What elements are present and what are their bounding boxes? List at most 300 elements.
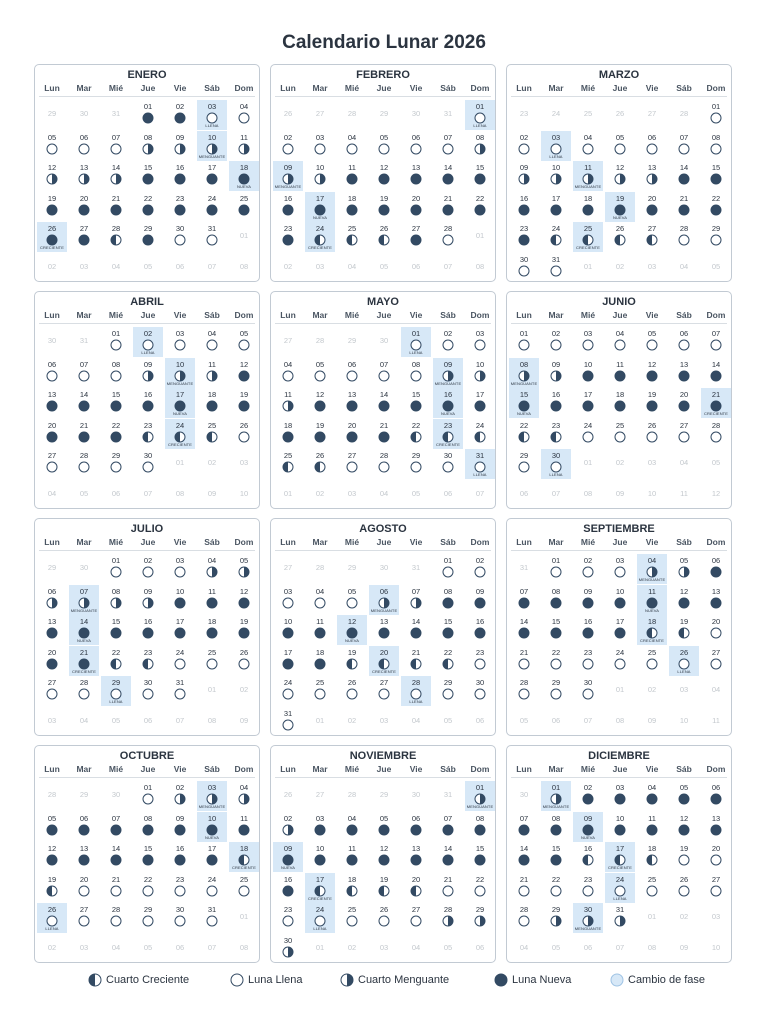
day-number: 01 <box>711 102 721 111</box>
day-number: 15 <box>143 844 153 853</box>
legend <box>0 972 768 990</box>
moon-waning-icon <box>442 369 454 381</box>
moon-new-icon <box>378 203 390 215</box>
moon-waning-icon <box>282 172 294 184</box>
moon-full-icon <box>174 338 186 350</box>
moon-waxing-icon <box>238 853 250 865</box>
day-cell <box>701 161 731 191</box>
weekday-label: Vie <box>645 537 659 547</box>
day-cell <box>701 222 731 252</box>
day-cell-outside <box>669 934 699 964</box>
moon-full-icon <box>646 142 658 154</box>
day-cell-outside <box>101 707 131 737</box>
moon-waning-icon <box>474 142 486 154</box>
moon-new-icon <box>442 399 454 411</box>
moon-new-icon <box>174 203 186 215</box>
day-number: 05 <box>647 329 657 338</box>
moon-new-icon <box>142 853 154 865</box>
day-cell <box>465 131 495 161</box>
weekday-label: Dom <box>470 83 490 93</box>
day-cell-outside <box>701 449 731 479</box>
day-cell <box>133 646 163 676</box>
moon-full-icon <box>110 565 122 577</box>
day-cell <box>541 192 571 222</box>
moon-full-icon <box>710 111 722 123</box>
day-cell <box>229 161 259 191</box>
day-number: 17 <box>551 193 561 203</box>
moon-new-icon <box>678 172 690 184</box>
phase-label: MENGUANTE <box>638 577 666 582</box>
day-cell <box>509 161 539 191</box>
moon-full-icon <box>410 369 422 381</box>
weekday-label: Vie <box>173 83 187 93</box>
weekday-label: Dom <box>234 83 254 93</box>
day-cell <box>337 222 367 252</box>
day-cell <box>465 873 495 903</box>
day-cell <box>701 554 731 584</box>
day-number: 09 <box>175 132 185 142</box>
moon-new-icon <box>46 823 58 835</box>
day-number: 24 <box>551 224 561 233</box>
header-divider <box>511 96 727 97</box>
day-cell-outside <box>101 480 131 510</box>
moon-waxing-icon <box>646 233 658 245</box>
day-cell <box>541 131 571 161</box>
moon-full-icon <box>314 142 326 154</box>
weekday-label: Dom <box>234 764 254 774</box>
weekday-label: Jue <box>140 310 156 320</box>
day-number: 29 <box>379 790 389 799</box>
day-cell <box>573 222 603 252</box>
day-cell-outside <box>701 676 731 706</box>
day-number: 02 <box>175 102 185 111</box>
day-number: 14 <box>411 617 421 626</box>
day-number: 28 <box>443 905 453 914</box>
day-number: 10 <box>647 488 657 498</box>
day-cell <box>273 449 303 479</box>
legend-item <box>340 972 449 988</box>
day-cell-outside <box>229 676 259 706</box>
day-number: 28 <box>347 109 357 118</box>
day-number: 22 <box>443 647 453 657</box>
moon-full-icon <box>614 142 626 154</box>
moon-full-icon <box>142 460 154 472</box>
moon-waning-icon <box>550 914 562 926</box>
day-number: 04 <box>411 942 421 952</box>
day-number: 02 <box>315 488 325 498</box>
day-cell <box>541 781 571 811</box>
day-cell <box>465 676 495 706</box>
moon-new-icon <box>442 596 454 608</box>
day-number: 23 <box>283 224 293 233</box>
moon-new-icon <box>550 626 562 638</box>
day-number: 08 <box>475 261 485 271</box>
moon-waxing-icon <box>474 430 486 442</box>
day-number: 09 <box>615 488 625 498</box>
day-number: 15 <box>551 844 561 853</box>
day-number: 18 <box>647 844 657 853</box>
day-cell <box>605 327 635 357</box>
moon-waxing-icon <box>646 853 658 865</box>
day-cell-outside <box>69 327 99 357</box>
phase-label: NUEVA <box>345 638 359 643</box>
day-cell-outside <box>337 707 367 737</box>
day-number: 14 <box>111 844 121 853</box>
header-divider <box>39 550 255 551</box>
day-number: 14 <box>711 359 721 369</box>
day-cell <box>197 100 227 130</box>
day-cell <box>273 131 303 161</box>
month-mayo <box>270 291 496 509</box>
day-number: 11 <box>648 586 656 596</box>
weekday-label: Mié <box>108 537 124 547</box>
day-number: 10 <box>615 813 625 823</box>
weekday-label: Mar <box>312 537 328 547</box>
weekday-label: Sáb <box>440 764 456 774</box>
day-cell-outside <box>637 100 667 130</box>
day-number: 03 <box>647 458 657 467</box>
moon-waning-icon <box>78 596 90 608</box>
moon-full-icon <box>582 338 594 350</box>
day-number: 30 <box>475 678 485 687</box>
moon-full-icon <box>550 338 562 350</box>
day-number: 22 <box>475 874 485 884</box>
day-number: 26 <box>679 874 689 884</box>
day-number: 22 <box>143 874 153 884</box>
day-cell <box>197 873 227 903</box>
day-number: 31 <box>475 451 485 460</box>
day-number: 06 <box>111 488 121 498</box>
day-cell <box>669 554 699 584</box>
day-cell <box>197 615 227 645</box>
moon-full-icon <box>550 884 562 896</box>
moon-new-icon <box>206 853 218 865</box>
header-divider <box>39 323 255 324</box>
phase-label: NUEVA <box>205 834 219 840</box>
phase-label: MENGUANTE <box>466 804 494 809</box>
day-cell <box>133 812 163 842</box>
moon-full-icon <box>174 565 186 577</box>
day-cell <box>165 419 195 449</box>
day-cell <box>273 646 303 676</box>
day-cell <box>69 842 99 872</box>
day-cell <box>701 100 731 130</box>
day-number: 07 <box>679 132 689 142</box>
day-number: 23 <box>143 420 153 430</box>
moon-waning-icon <box>282 399 294 411</box>
moon-new-icon <box>550 853 562 865</box>
day-cell <box>133 781 163 811</box>
moon-full-icon <box>346 142 358 154</box>
moon-new-icon <box>142 233 154 245</box>
day-number: 01 <box>647 912 657 921</box>
day-cell-outside <box>229 222 259 252</box>
day-number: 06 <box>411 261 421 271</box>
phase-label: CRECIENTE <box>231 865 256 870</box>
day-cell <box>229 873 259 903</box>
moon-full-icon <box>46 914 58 926</box>
day-cell-outside <box>465 253 495 283</box>
day-cell <box>369 615 399 645</box>
moon-new-icon <box>582 203 594 215</box>
moon-waxing-icon <box>550 430 562 442</box>
day-number: 11 <box>284 390 292 399</box>
day-number: 11 <box>648 813 656 823</box>
day-cell <box>369 388 399 418</box>
day-number: 19 <box>239 617 249 626</box>
day-cell <box>337 676 367 706</box>
moon-new-icon <box>614 792 626 804</box>
day-number: 22 <box>519 420 529 430</box>
day-cell <box>165 161 195 191</box>
day-cell <box>133 585 163 615</box>
day-cell <box>101 222 131 252</box>
day-number: 04 <box>679 261 689 271</box>
day-cell-outside <box>305 100 335 130</box>
day-cell-outside <box>369 480 399 510</box>
day-cell <box>337 842 367 872</box>
day-number: 10 <box>207 813 217 823</box>
moon-new-icon <box>238 172 250 184</box>
day-number: 02 <box>283 261 293 271</box>
day-cell <box>337 873 367 903</box>
day-cell <box>69 131 99 161</box>
day-cell <box>101 873 131 903</box>
day-number: 20 <box>79 874 89 884</box>
moon-waxing-icon <box>410 657 422 669</box>
moon-new-icon <box>518 853 530 865</box>
day-cell <box>37 358 67 388</box>
day-cell <box>197 554 227 584</box>
day-number: 09 <box>583 813 593 823</box>
weekday-label: Dom <box>234 537 254 547</box>
day-number: 07 <box>443 132 453 142</box>
day-cell <box>573 419 603 449</box>
day-cell <box>369 842 399 872</box>
day-number: 05 <box>315 359 325 369</box>
moon-waning-icon <box>442 914 454 926</box>
day-number: 13 <box>711 586 721 596</box>
day-number: 10 <box>551 163 561 172</box>
day-number: 01 <box>475 231 485 240</box>
day-cell <box>669 585 699 615</box>
weekday-label: Sáb <box>440 83 456 93</box>
legend-waxing-icon <box>88 973 106 987</box>
weekday-label: Dom <box>470 310 490 320</box>
day-cell <box>69 222 99 252</box>
day-number: 31 <box>283 708 293 718</box>
weekday-label: Lun <box>44 537 60 547</box>
day-number: 27 <box>679 420 689 430</box>
day-cell-outside <box>69 781 99 811</box>
day-number: 07 <box>175 715 185 725</box>
day-cell-outside <box>573 934 603 964</box>
moon-full-icon <box>378 914 390 926</box>
day-number: 01 <box>411 329 421 338</box>
day-number: 21 <box>79 647 89 657</box>
phase-label: CRECIENTE <box>435 441 460 447</box>
weekday-label: Mié <box>580 83 596 93</box>
day-cell-outside <box>401 707 431 737</box>
day-number: 30 <box>379 563 389 572</box>
day-number: 25 <box>347 224 357 233</box>
day-number: 20 <box>379 647 389 657</box>
moon-new-icon <box>678 399 690 411</box>
day-cell-outside <box>465 934 495 964</box>
day-number: 04 <box>207 556 217 565</box>
day-number: 09 <box>143 359 153 369</box>
moon-new-icon <box>46 203 58 215</box>
day-number: 20 <box>711 617 721 626</box>
weekday-label: Sáb <box>204 537 220 547</box>
day-number: 27 <box>79 224 89 233</box>
day-cell <box>69 419 99 449</box>
day-cell <box>573 615 603 645</box>
day-cell-outside <box>401 554 431 584</box>
day-cell <box>541 585 571 615</box>
moon-full-icon <box>410 142 422 154</box>
day-cell <box>509 253 539 283</box>
moon-full-icon <box>710 142 722 154</box>
day-cell <box>573 676 603 706</box>
moon-full-icon <box>550 264 562 276</box>
day-number: 01 <box>111 329 121 338</box>
day-cell-outside <box>541 934 571 964</box>
day-cell-outside <box>37 707 67 737</box>
day-number: 18 <box>583 193 593 203</box>
day-cell <box>541 327 571 357</box>
day-cell <box>701 615 731 645</box>
moon-new-icon <box>174 823 186 835</box>
day-cell <box>541 615 571 645</box>
day-cell <box>369 873 399 903</box>
day-number: 31 <box>207 905 217 914</box>
weekday-label: Jue <box>140 83 156 93</box>
day-cell-outside <box>637 676 667 706</box>
day-number: 17 <box>175 390 185 399</box>
day-cell <box>305 646 335 676</box>
day-cell <box>37 419 67 449</box>
day-cell <box>369 449 399 479</box>
day-number: 03 <box>583 329 593 338</box>
day-number: 08 <box>647 942 657 952</box>
weekday-label: Dom <box>706 764 726 774</box>
moon-full-icon <box>614 884 626 896</box>
day-number: 08 <box>583 488 593 498</box>
moon-waxing-icon <box>346 884 358 896</box>
day-number: 26 <box>615 109 625 118</box>
day-cell-outside <box>197 676 227 706</box>
moon-new-icon <box>410 399 422 411</box>
weekday-label: Mié <box>344 83 360 93</box>
weekday-label: Mar <box>76 83 92 93</box>
day-cell <box>401 812 431 842</box>
day-cell <box>605 358 635 388</box>
day-cell-outside <box>273 554 303 584</box>
day-number: 06 <box>647 132 657 142</box>
day-number: 03 <box>315 132 325 142</box>
day-number: 18 <box>239 163 249 172</box>
day-cell <box>337 903 367 933</box>
day-number: 07 <box>583 715 593 725</box>
moon-full-icon <box>710 626 722 638</box>
day-number: 21 <box>111 193 121 203</box>
moon-new-icon <box>46 853 58 865</box>
day-cell <box>165 327 195 357</box>
moon-full-icon <box>282 142 294 154</box>
day-cell-outside <box>369 554 399 584</box>
day-number: 03 <box>475 329 485 338</box>
day-number: 26 <box>679 647 689 657</box>
day-number: 28 <box>79 451 89 460</box>
day-number: 05 <box>519 715 529 725</box>
day-number: 30 <box>443 451 453 460</box>
moon-new-icon <box>174 596 186 608</box>
day-cell <box>229 419 259 449</box>
phase-label: NUEVA <box>77 638 91 643</box>
day-cell-outside <box>273 781 303 811</box>
day-cell <box>273 934 303 964</box>
day-number: 07 <box>519 586 529 596</box>
day-number: 03 <box>79 261 89 271</box>
moon-full-icon <box>474 338 486 350</box>
phase-label: LLENA <box>473 123 487 128</box>
day-cell-outside <box>465 480 495 510</box>
phase-label: MENGUANTE <box>166 380 194 386</box>
weekday-label: Jue <box>376 310 392 320</box>
day-number: 01 <box>315 715 325 725</box>
day-cell <box>101 812 131 842</box>
moon-new-icon <box>206 596 218 608</box>
day-number: 22 <box>111 647 121 657</box>
day-number: 02 <box>583 783 593 792</box>
day-number: 26 <box>347 678 357 687</box>
day-cell-outside <box>337 554 367 584</box>
day-number: 03 <box>175 556 185 565</box>
day-cell <box>669 161 699 191</box>
day-number: 02 <box>47 942 57 952</box>
moon-waning-icon <box>206 565 218 577</box>
day-cell <box>37 449 67 479</box>
day-number: 30 <box>583 905 593 914</box>
day-number: 12 <box>315 390 325 399</box>
day-number: 27 <box>315 109 325 118</box>
moon-new-icon <box>174 626 186 638</box>
phase-label: CRECIENTE <box>703 411 728 416</box>
day-number: 01 <box>111 556 121 565</box>
day-cell <box>37 161 67 191</box>
day-cell <box>433 903 463 933</box>
day-number: 20 <box>647 193 657 203</box>
weekday-label: Jue <box>140 537 156 547</box>
day-number: 30 <box>175 224 185 233</box>
day-number: 05 <box>239 556 249 565</box>
moon-full-icon <box>142 565 154 577</box>
day-cell <box>465 781 495 811</box>
day-cell-outside <box>605 676 635 706</box>
day-number: 30 <box>379 336 389 345</box>
moon-full-icon <box>238 430 250 442</box>
day-cell-outside <box>637 903 667 933</box>
day-number: 29 <box>347 563 357 572</box>
day-number: 29 <box>143 905 153 914</box>
weekday-label: Vie <box>173 764 187 774</box>
day-number: 24 <box>615 647 625 657</box>
day-number: 13 <box>347 390 357 399</box>
day-cell <box>605 419 635 449</box>
day-number: 01 <box>239 912 249 921</box>
moon-new-icon <box>174 399 186 411</box>
